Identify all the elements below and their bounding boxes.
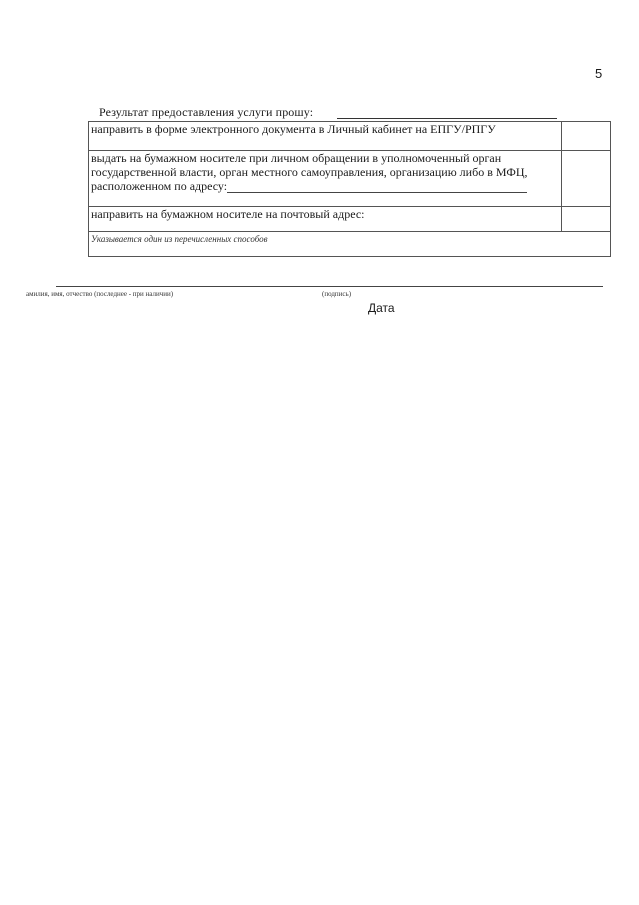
option-label-in-person <box>89 151 562 207</box>
option-text-in-person: выдать на бумажном носителе при личном обращении в уполномоченный орган государственной власти, орган местного самоуправления, организацию либо в МФЦ, расположенном по адресу: <box>91 151 528 193</box>
option-row <box>89 151 611 207</box>
delivery-options-table <box>88 121 611 257</box>
option-checkbox-in-person[interactable] <box>562 151 611 207</box>
instruction-note: Указывается один из перечисленных способов <box>89 232 611 257</box>
option-row <box>89 207 611 232</box>
option-row <box>89 122 611 151</box>
date-label: Дата <box>368 301 395 315</box>
page-number: 5 <box>595 66 603 81</box>
full-name-caption: амилия, имя, отчество (последнее - при наличии) <box>26 290 174 298</box>
note-row <box>89 232 611 257</box>
heading-underline <box>337 118 557 119</box>
signature-caption: (подпись) <box>322 290 352 298</box>
section-heading: Результат предоставления услуги прошу: <box>99 105 314 119</box>
signature-line <box>56 286 603 287</box>
option-label-postal: направить на бумажном носителе на почтовый адрес: <box>89 207 562 232</box>
option-checkbox-postal[interactable] <box>562 207 611 232</box>
option-label-electronic: направить в форме электронного документа в Личный кабинет на ЕПГУ/РПГУ <box>89 122 562 151</box>
option-checkbox-electronic[interactable] <box>562 122 611 151</box>
address-field[interactable] <box>227 181 527 193</box>
